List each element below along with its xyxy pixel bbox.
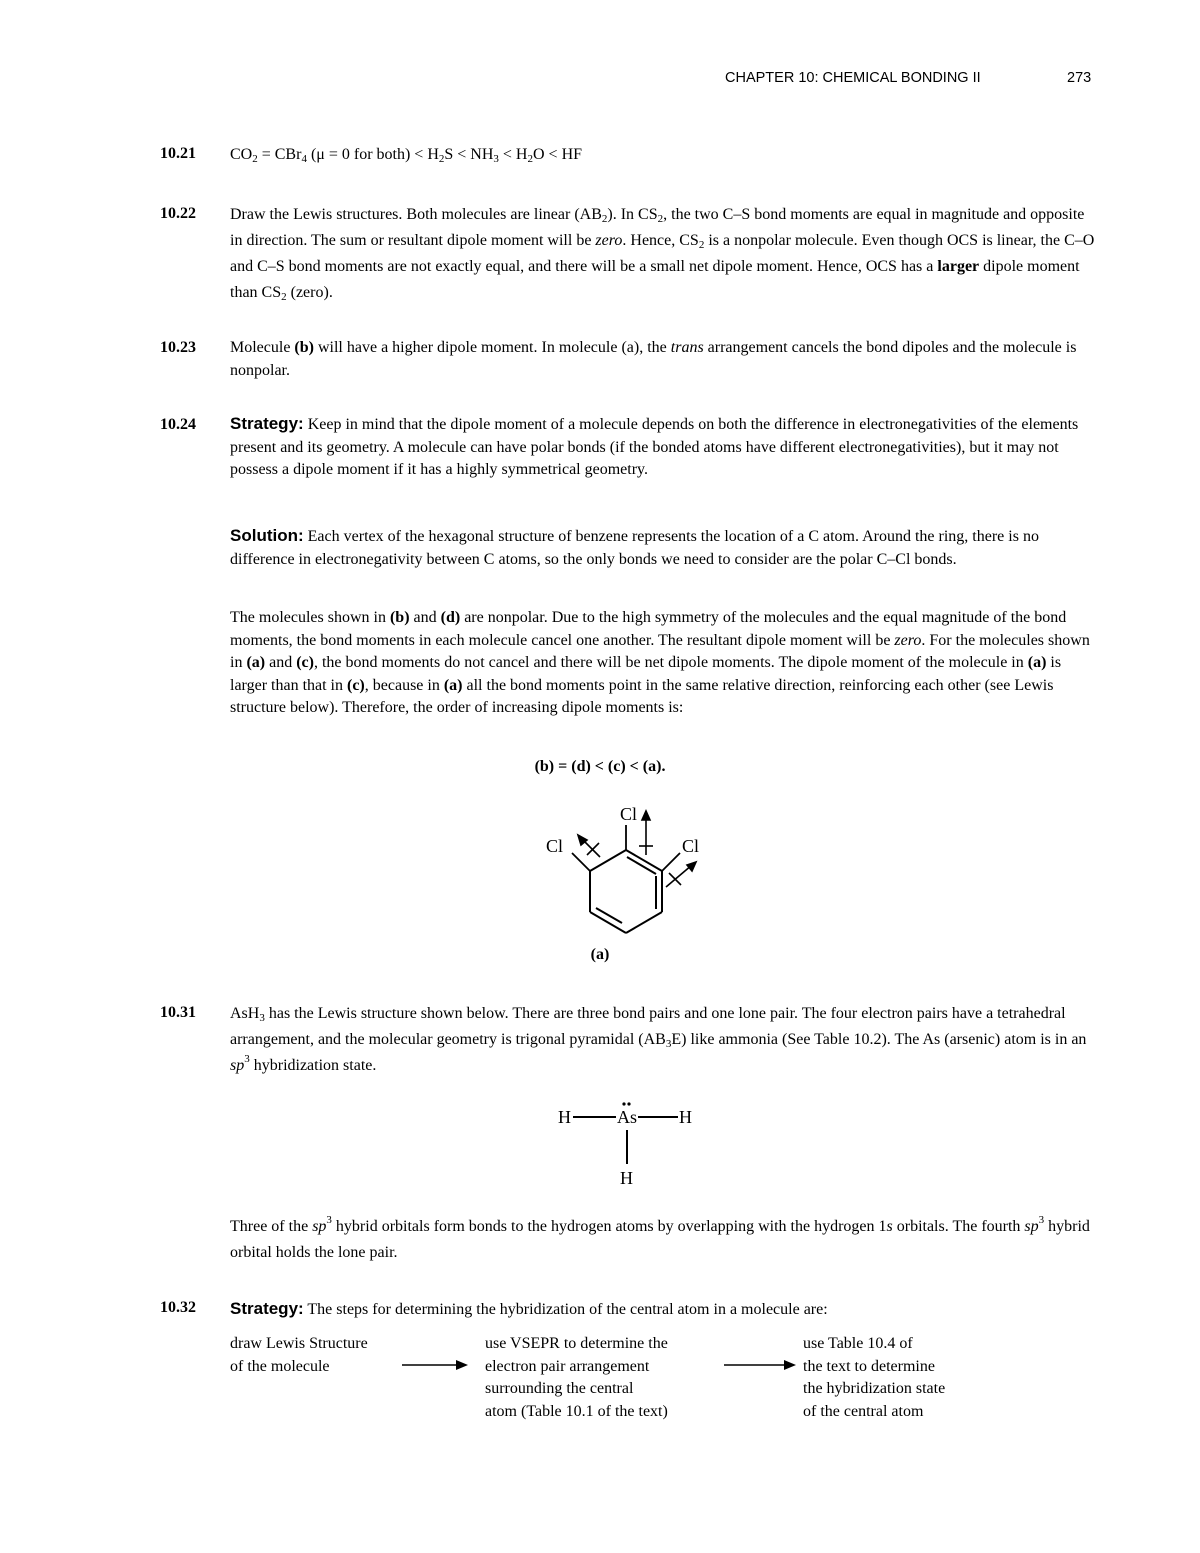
trichlorobenzene-structure: [530, 795, 730, 965]
benzene-ring: [590, 850, 662, 933]
c-cl-bonds: [572, 825, 680, 871]
solution-label: Solution:: [230, 526, 304, 545]
answer-10-23: Molecule (b) will have a higher dipole moment. In molecule (a), the trans arrangement cancels the bond dipoles and the molecule is nonpolar.: [230, 339, 1077, 379]
strategy-10-32: Strategy: The steps for determining the hybridization of the central atom in a molecule are:: [230, 1299, 828, 1318]
page-number: 273: [1067, 70, 1092, 86]
dipole-order: (b) = (d) < (c) < (a).: [534, 758, 666, 775]
figure-caption: (a): [590, 946, 610, 963]
problem-number-10-23: 10.23: [160, 339, 196, 356]
strategy-10-24: Strategy: Keep in mind that the dipole moment of a molecule depends on both the difference in electronegativities of the elements present and its geometry. A molecule can have polar bonds (if the bonded atoms have different electronegativities), but it may not possess a dipole moment if it has a highly symmetrical geometry.: [230, 414, 1079, 478]
solution-10-24-paragraph-2: The molecules shown in (b) and (d) are nonpolar. Due to the high symmetry of the molecules and the equal magnitude of the bond moments, the bond moments in each molecule cancel one another. The resultant dipole moment will be zero. For the molecules shown in (a) and (c), the bond moments do not cancel and there will be net dipole moments. The dipole moment of the molecule in (a) is larger than that in (c), because in (a) all the bond moments point in the same relative direction, reinforcing each other (see Lewis structure below). Therefore, the order of increasing dipole moments is:: [230, 609, 1090, 716]
problem-number-10-31: 10.31: [160, 1004, 196, 1021]
strategy-label: Strategy:: [230, 414, 304, 433]
flow-step-3: use Table 10.4 of the text to determine the hybridization state of the central atom: [803, 1335, 946, 1420]
problem-number-10-32: 10.32: [160, 1299, 196, 1316]
lone-pair-dots: [622, 1102, 630, 1105]
as-label: As: [617, 1107, 638, 1127]
answer-10-31-paragraph-2: Three of the $sp^3$ hybrid orbitals form bonds to the hydrogen atoms by overlapping with the hydrogen 1s orbitals. The fourth $sp^3$ hybrid orbital holds the lone pair.: [230, 1214, 1090, 1261]
cl-top-label: Cl: [620, 804, 638, 824]
strategy-label-10-32: Strategy:: [230, 1299, 304, 1318]
page-header: [0, 70, 1200, 92]
problem-number-10-21: 10.21: [160, 145, 196, 162]
answer-10-31: AsH$_3$ has the Lewis structure shown below. There are three bond pairs and one lone pair. The four electron pairs have a tetrahedral arrangement, and the molecular geometry is trigonal pyramidal $(AB_3E)$ like ammonia (See Table 10.2). The As (arsenic) atom is in an $sp^3$ hybridization state.: [230, 1005, 1087, 1074]
flow-step-1: draw Lewis Structure of the molecule: [230, 1335, 368, 1375]
flow-arrow-2: [722, 1358, 798, 1372]
problem-number-10-22: 10.22: [160, 205, 196, 222]
h-right-label: H: [679, 1107, 692, 1127]
answer-10-21: $CO_2 = CBr_4$ (μ = 0 for both) < $H_2S < NH_3 < H_2O$ < HF: [230, 146, 583, 165]
cl-left-label: Cl: [546, 836, 564, 856]
solution-10-24: Solution: Each vertex of the hexagonal structure of benzene represents the location of a C atom. Around the ring, there is no difference in electronegativity between C atoms, so the only bonds we need to consider are the polar C–Cl bonds.: [230, 526, 1039, 568]
flow-step-2: use VSEPR to determine the electron pair arrangement surrounding the central atom (Table 10.1 of the text): [485, 1335, 668, 1420]
answer-10-22: Draw the Lewis structures. Both molecules are linear $(AB_2)$. In $CS_2$, the two C–S bond moments are equal in magnitude and opposite in direction. The sum or resultant dipole moment will be zero. Hence, $CS_2$ is a nonpolar molecule. Even though OCS is linear, the C–O and C–S bond moments are not exactly equal, and there will be a small net dipole moment. Hence, OCS has a larger dipole moment than $CS_2$ (zero).: [230, 206, 1095, 303]
problem-number-10-24: 10.24: [160, 416, 196, 433]
chapter-title: CHAPTER 10: CHEMICAL BONDING II: [725, 70, 981, 86]
cl-right-label: Cl: [682, 836, 700, 856]
h-bottom-label: H: [620, 1168, 633, 1188]
ash3-lewis-structure: [550, 1098, 710, 1192]
h-left-label: H: [558, 1107, 571, 1127]
flow-arrow-1: [400, 1358, 470, 1372]
